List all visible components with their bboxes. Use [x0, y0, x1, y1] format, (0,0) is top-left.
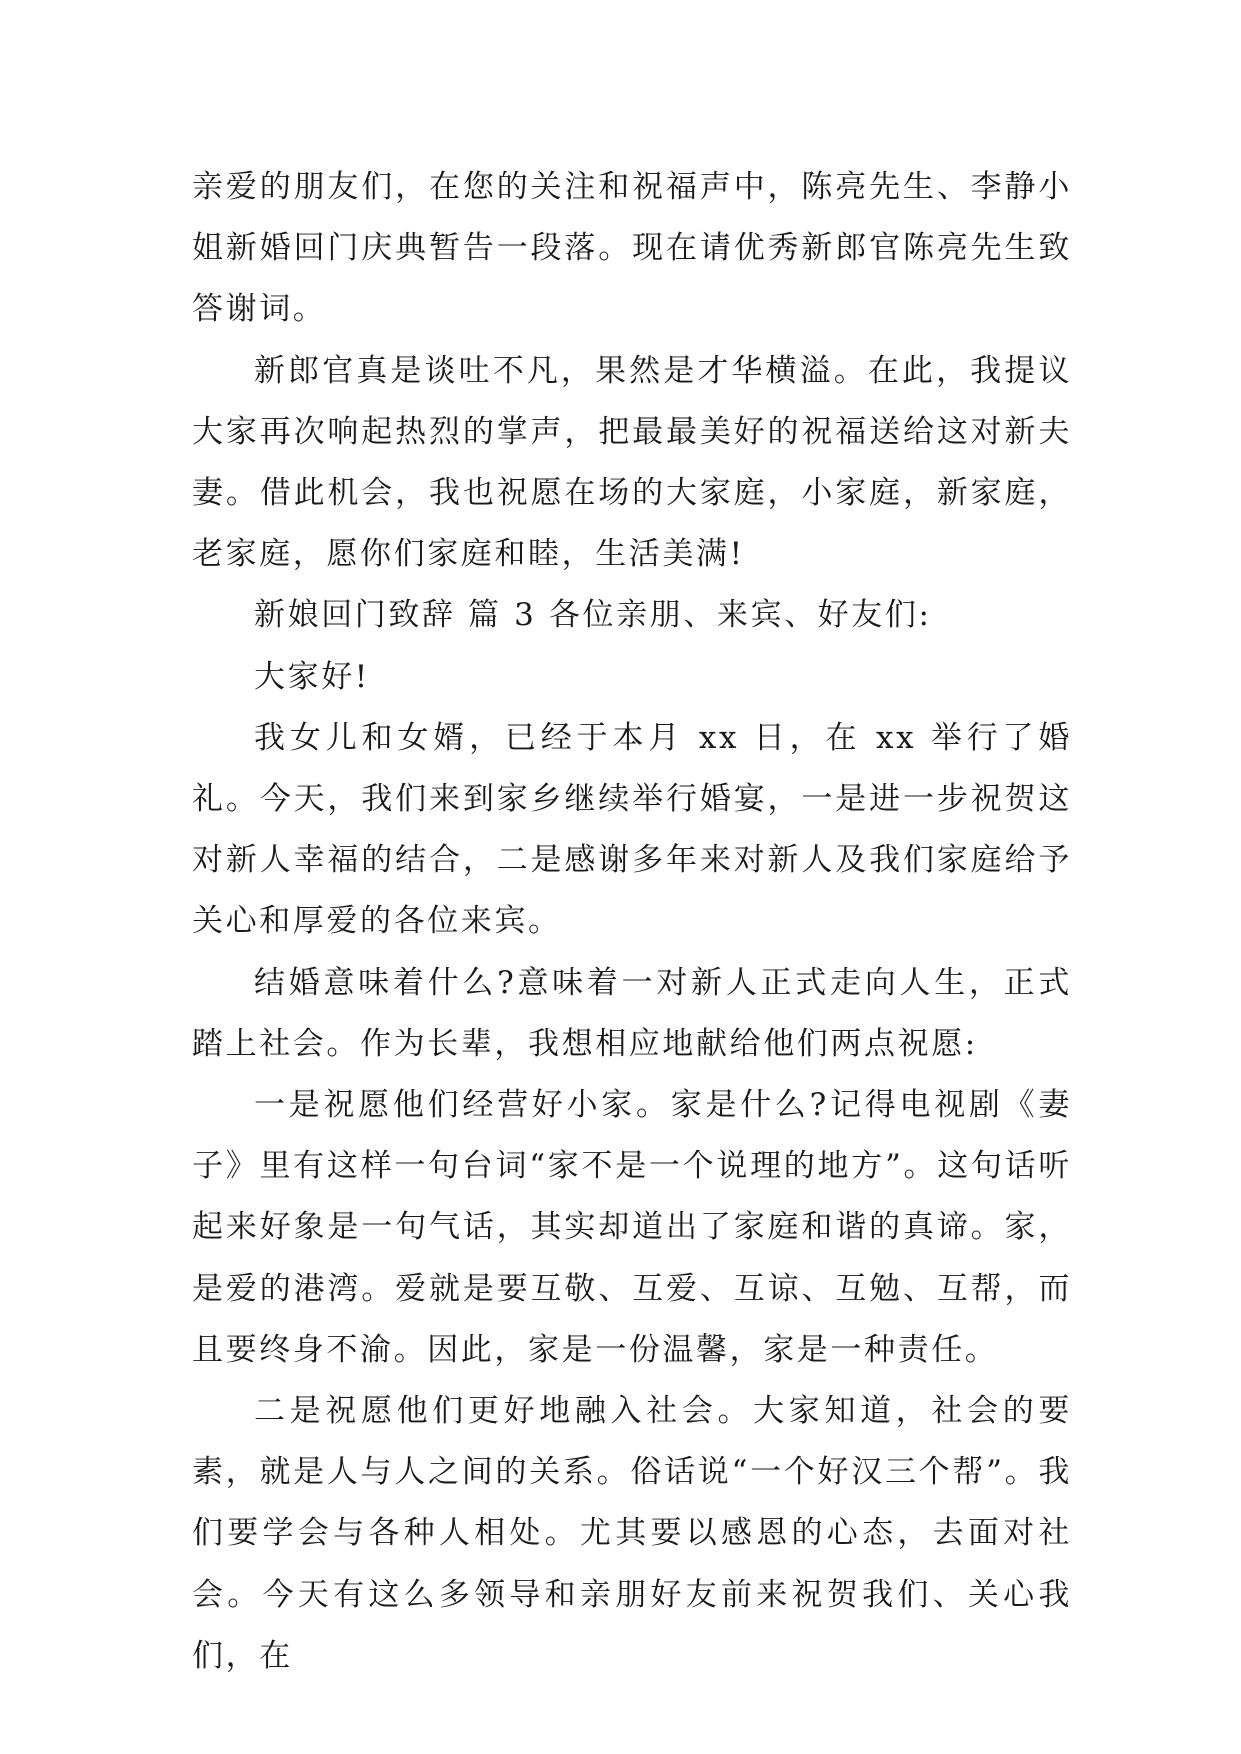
paragraph-marriage-meaning: 结婚意味着什么?意味着一对新人正式走向人生，正式踏上社会。作为长辈，我想相应地献给他们两点祝愿:	[192, 964, 1072, 1062]
paragraph-greeting: 大家好!	[254, 658, 370, 695]
paragraph-groom-praise: 新郎官真是谈吐不凡，果然是才华横溢。在此，我提议大家再次响起热烈的掌声，把最最美好的祝福送给这对新夫妻。借此机会，我也祝愿在场的大家庭，小家庭，新家庭，老家庭，愿你们家庭和睦，生活美满!	[192, 352, 1072, 573]
paragraph-section-heading: 新娘回门致辞 篇 3 各位亲朋、来宾、好友们:	[254, 597, 932, 634]
paragraph-wish-family: 一是祝愿他们经营好小家。家是什么?记得电视剧《妻子》里有这样一句台词“家不是一个说理的地方”。这句话听起来好象是一句气话，其实却道出了家庭和谐的真谛。家，是爱的港湾。爱就是要互敬、互爱、互谅、互勉、互帮，而且要终身不渝。因此，家是一份温馨，家是一种责任。	[192, 1087, 1072, 1368]
document-body	[192, 157, 1072, 1687]
paragraph-opening: 亲爱的朋友们，在您的关注和祝福声中，陈亮先生、李静小姐新婚回门庆典暂告一段落。现在请优秀新郎官陈亮先生致答谢词。	[192, 169, 1072, 328]
paragraph-wish-society: 二是祝愿他们更好地融入社会。大家知道，社会的要素，就是人与人之间的关系。俗话说“一个好汉三个帮”。我们要学会与各种人相处。尤其要以感恩的心态，去面对社会。今天有这么多领导和亲朋好友前来祝贺我们、关心我们，在	[192, 1393, 1072, 1674]
paragraph-wedding-news: 我女儿和女婿，已经于本月 xx 日，在 xx 举行了婚礼。今天，我们来到家乡继续举行婚宴，一是进一步祝贺这对新人幸福的结合，二是感谢多年来对新人及我们家庭给予关心和厚爱的各位来宾。	[192, 719, 1072, 940]
